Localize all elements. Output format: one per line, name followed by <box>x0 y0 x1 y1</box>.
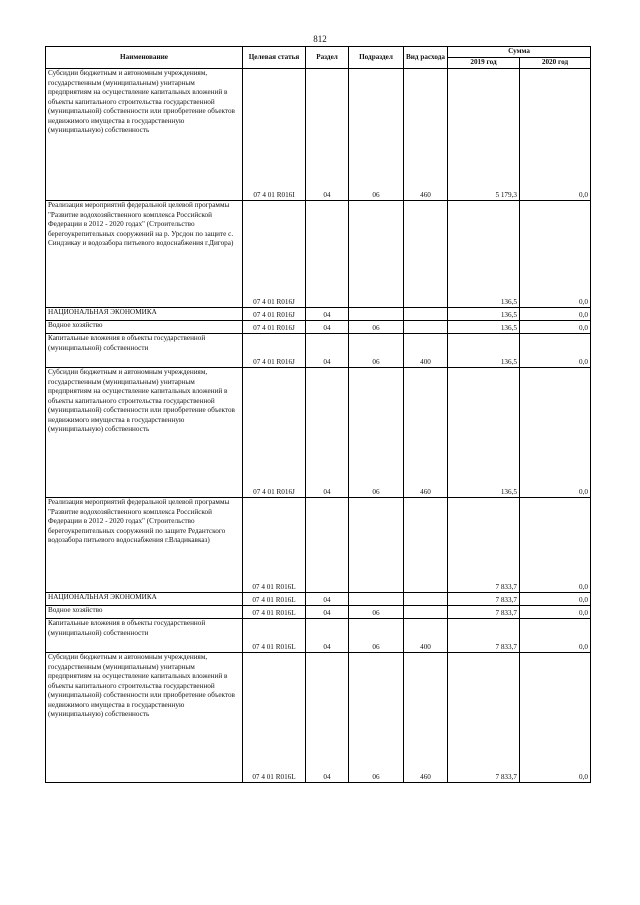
row-2020: 0,0 <box>520 498 591 593</box>
row-2020: 0,0 <box>520 593 591 606</box>
header-name: Наименование <box>46 47 243 69</box>
row-section <box>306 498 349 593</box>
row-name: Реализация мероприятий федеральной целевой программы "Развитие водохозяйственного комплекса Российской Федерации в 2012 - 2020 годах" (Строительство берегоукрепительных сооружений по защите Редантского водозабора питьевого водоснабжения г.Владикавказ) <box>48 498 230 544</box>
table-row <box>46 321 591 334</box>
row-name: Капитальные вложения в объекты государственной (муниципальной) собственности <box>48 619 206 637</box>
row-section: 04 <box>306 619 349 653</box>
row-expense: 400 <box>404 619 448 653</box>
row-section: 04 <box>306 606 349 619</box>
row-subsection: 06 <box>349 368 404 498</box>
row-subsection: 06 <box>349 653 404 783</box>
row-target: 07 4 01 R016J <box>243 321 306 334</box>
row-expense <box>404 321 448 334</box>
row-2020: 0,0 <box>520 308 591 321</box>
row-name: Субсидии бюджетным и автономным учреждениям, государственным (муниципальным) унитарным предприятиям на осуществление капитальных вложений в объекты капитального строительства государственной (муниципальной) собственности или приобретение объектов недвижимого имущества в государственную (муниципальную) собственность <box>48 69 235 134</box>
header-target: Целевая статья <box>243 47 306 69</box>
row-expense: 400 <box>404 334 448 368</box>
row-target: 07 4 01 R016I <box>243 69 306 201</box>
row-target: 07 4 01 R016J <box>243 308 306 321</box>
row-expense: 460 <box>404 653 448 783</box>
row-2019: 7 833,7 <box>448 593 520 606</box>
row-target: 07 4 01 R016L <box>243 619 306 653</box>
row-section: 04 <box>306 593 349 606</box>
row-section: 04 <box>306 308 349 321</box>
row-subsection <box>349 498 404 593</box>
header-sum: Сумма <box>448 47 591 58</box>
row-name: Субсидии бюджетным и автономным учреждениям, государственным (муниципальным) унитарным предприятиям на осуществление капитальных вложений в объекты капитального строительства государственной (муниципальной) собственности или приобретение объектов недвижимого имущества в государственную (муниципальную) собственность <box>48 653 235 718</box>
row-target: 07 4 01 R016L <box>243 606 306 619</box>
row-name: Реализация мероприятий федеральной целевой программы "Развитие водохозяйственного комплекса Российской Федерации в 2012 - 2020 годах" (Строительство берегоукрепительных сооружений на р. Урсдон по защите с. Синдзикау и водозабора питьевого водоснабжения г.Дигора) <box>48 201 234 247</box>
row-target: 07 4 01 R016L <box>243 653 306 783</box>
row-expense <box>404 201 448 308</box>
row-2020: 0,0 <box>520 606 591 619</box>
row-2019: 136,5 <box>448 201 520 308</box>
table-row <box>46 653 591 783</box>
table-row <box>46 368 591 498</box>
row-2020: 0,0 <box>520 653 591 783</box>
row-section: 04 <box>306 321 349 334</box>
row-subsection <box>349 593 404 606</box>
header-year-2020: 2020 год <box>520 58 591 69</box>
row-2019: 7 833,7 <box>448 606 520 619</box>
row-expense <box>404 498 448 593</box>
row-2020: 0,0 <box>520 334 591 368</box>
row-2020: 0,0 <box>520 368 591 498</box>
row-name: Субсидии бюджетным и автономным учреждениям, государственным (муниципальным) унитарным предприятиям на осуществление капитальных вложений в объекты капитального строительства государственной (муниципальной) собственности или приобретение объектов недвижимого имущества в государственную (муниципальную) собственность <box>48 368 235 433</box>
row-section: 04 <box>306 653 349 783</box>
row-name: Водное хозяйство <box>48 321 103 329</box>
row-2019: 7 833,7 <box>448 619 520 653</box>
table-row <box>46 334 591 368</box>
row-2019: 136,5 <box>448 321 520 334</box>
row-2020: 0,0 <box>520 321 591 334</box>
row-target: 07 4 01 R016J <box>243 201 306 308</box>
row-expense <box>404 606 448 619</box>
row-target: 07 4 01 R016L <box>243 498 306 593</box>
table-row <box>46 593 591 606</box>
header-year-2019: 2019 год <box>448 58 520 69</box>
row-target: 07 4 01 R016J <box>243 334 306 368</box>
page-number: 812 <box>313 34 327 44</box>
row-expense: 460 <box>404 69 448 201</box>
row-subsection <box>349 308 404 321</box>
row-expense: 460 <box>404 368 448 498</box>
row-subsection: 06 <box>349 334 404 368</box>
row-expense <box>404 593 448 606</box>
row-2019: 7 833,7 <box>448 498 520 593</box>
budget-table <box>45 46 591 783</box>
table-row <box>46 619 591 653</box>
header-expense-type: Вид расхода <box>404 47 448 69</box>
row-subsection: 06 <box>349 69 404 201</box>
row-subsection: 06 <box>349 321 404 334</box>
row-2019: 136,5 <box>448 308 520 321</box>
table-row <box>46 69 591 201</box>
row-target: 07 4 01 R016J <box>243 368 306 498</box>
row-name: НАЦИОНАЛЬНАЯ ЭКОНОМИКА <box>48 593 157 601</box>
header-subsection: Подраздел <box>349 47 404 69</box>
row-2019: 5 179,3 <box>448 69 520 201</box>
row-name: Капитальные вложения в объекты государственной (муниципальной) собственности <box>48 334 206 352</box>
row-subsection <box>349 201 404 308</box>
row-target: 07 4 01 R016L <box>243 593 306 606</box>
row-2019: 136,5 <box>448 368 520 498</box>
row-expense <box>404 308 448 321</box>
row-subsection: 06 <box>349 619 404 653</box>
row-2020: 0,0 <box>520 201 591 308</box>
table-row <box>46 606 591 619</box>
row-name: НАЦИОНАЛЬНАЯ ЭКОНОМИКА <box>48 308 157 316</box>
row-subsection: 06 <box>349 606 404 619</box>
table-row <box>46 498 591 593</box>
row-section <box>306 201 349 308</box>
row-section: 04 <box>306 69 349 201</box>
table-row <box>46 308 591 321</box>
table-row <box>46 201 591 308</box>
row-section: 04 <box>306 334 349 368</box>
row-2019: 136,5 <box>448 334 520 368</box>
row-2020: 0,0 <box>520 619 591 653</box>
row-2020: 0,0 <box>520 69 591 201</box>
row-name: Водное хозяйство <box>48 606 103 614</box>
header-section: Раздел <box>306 47 349 69</box>
row-2019: 7 833,7 <box>448 653 520 783</box>
row-section: 04 <box>306 368 349 498</box>
